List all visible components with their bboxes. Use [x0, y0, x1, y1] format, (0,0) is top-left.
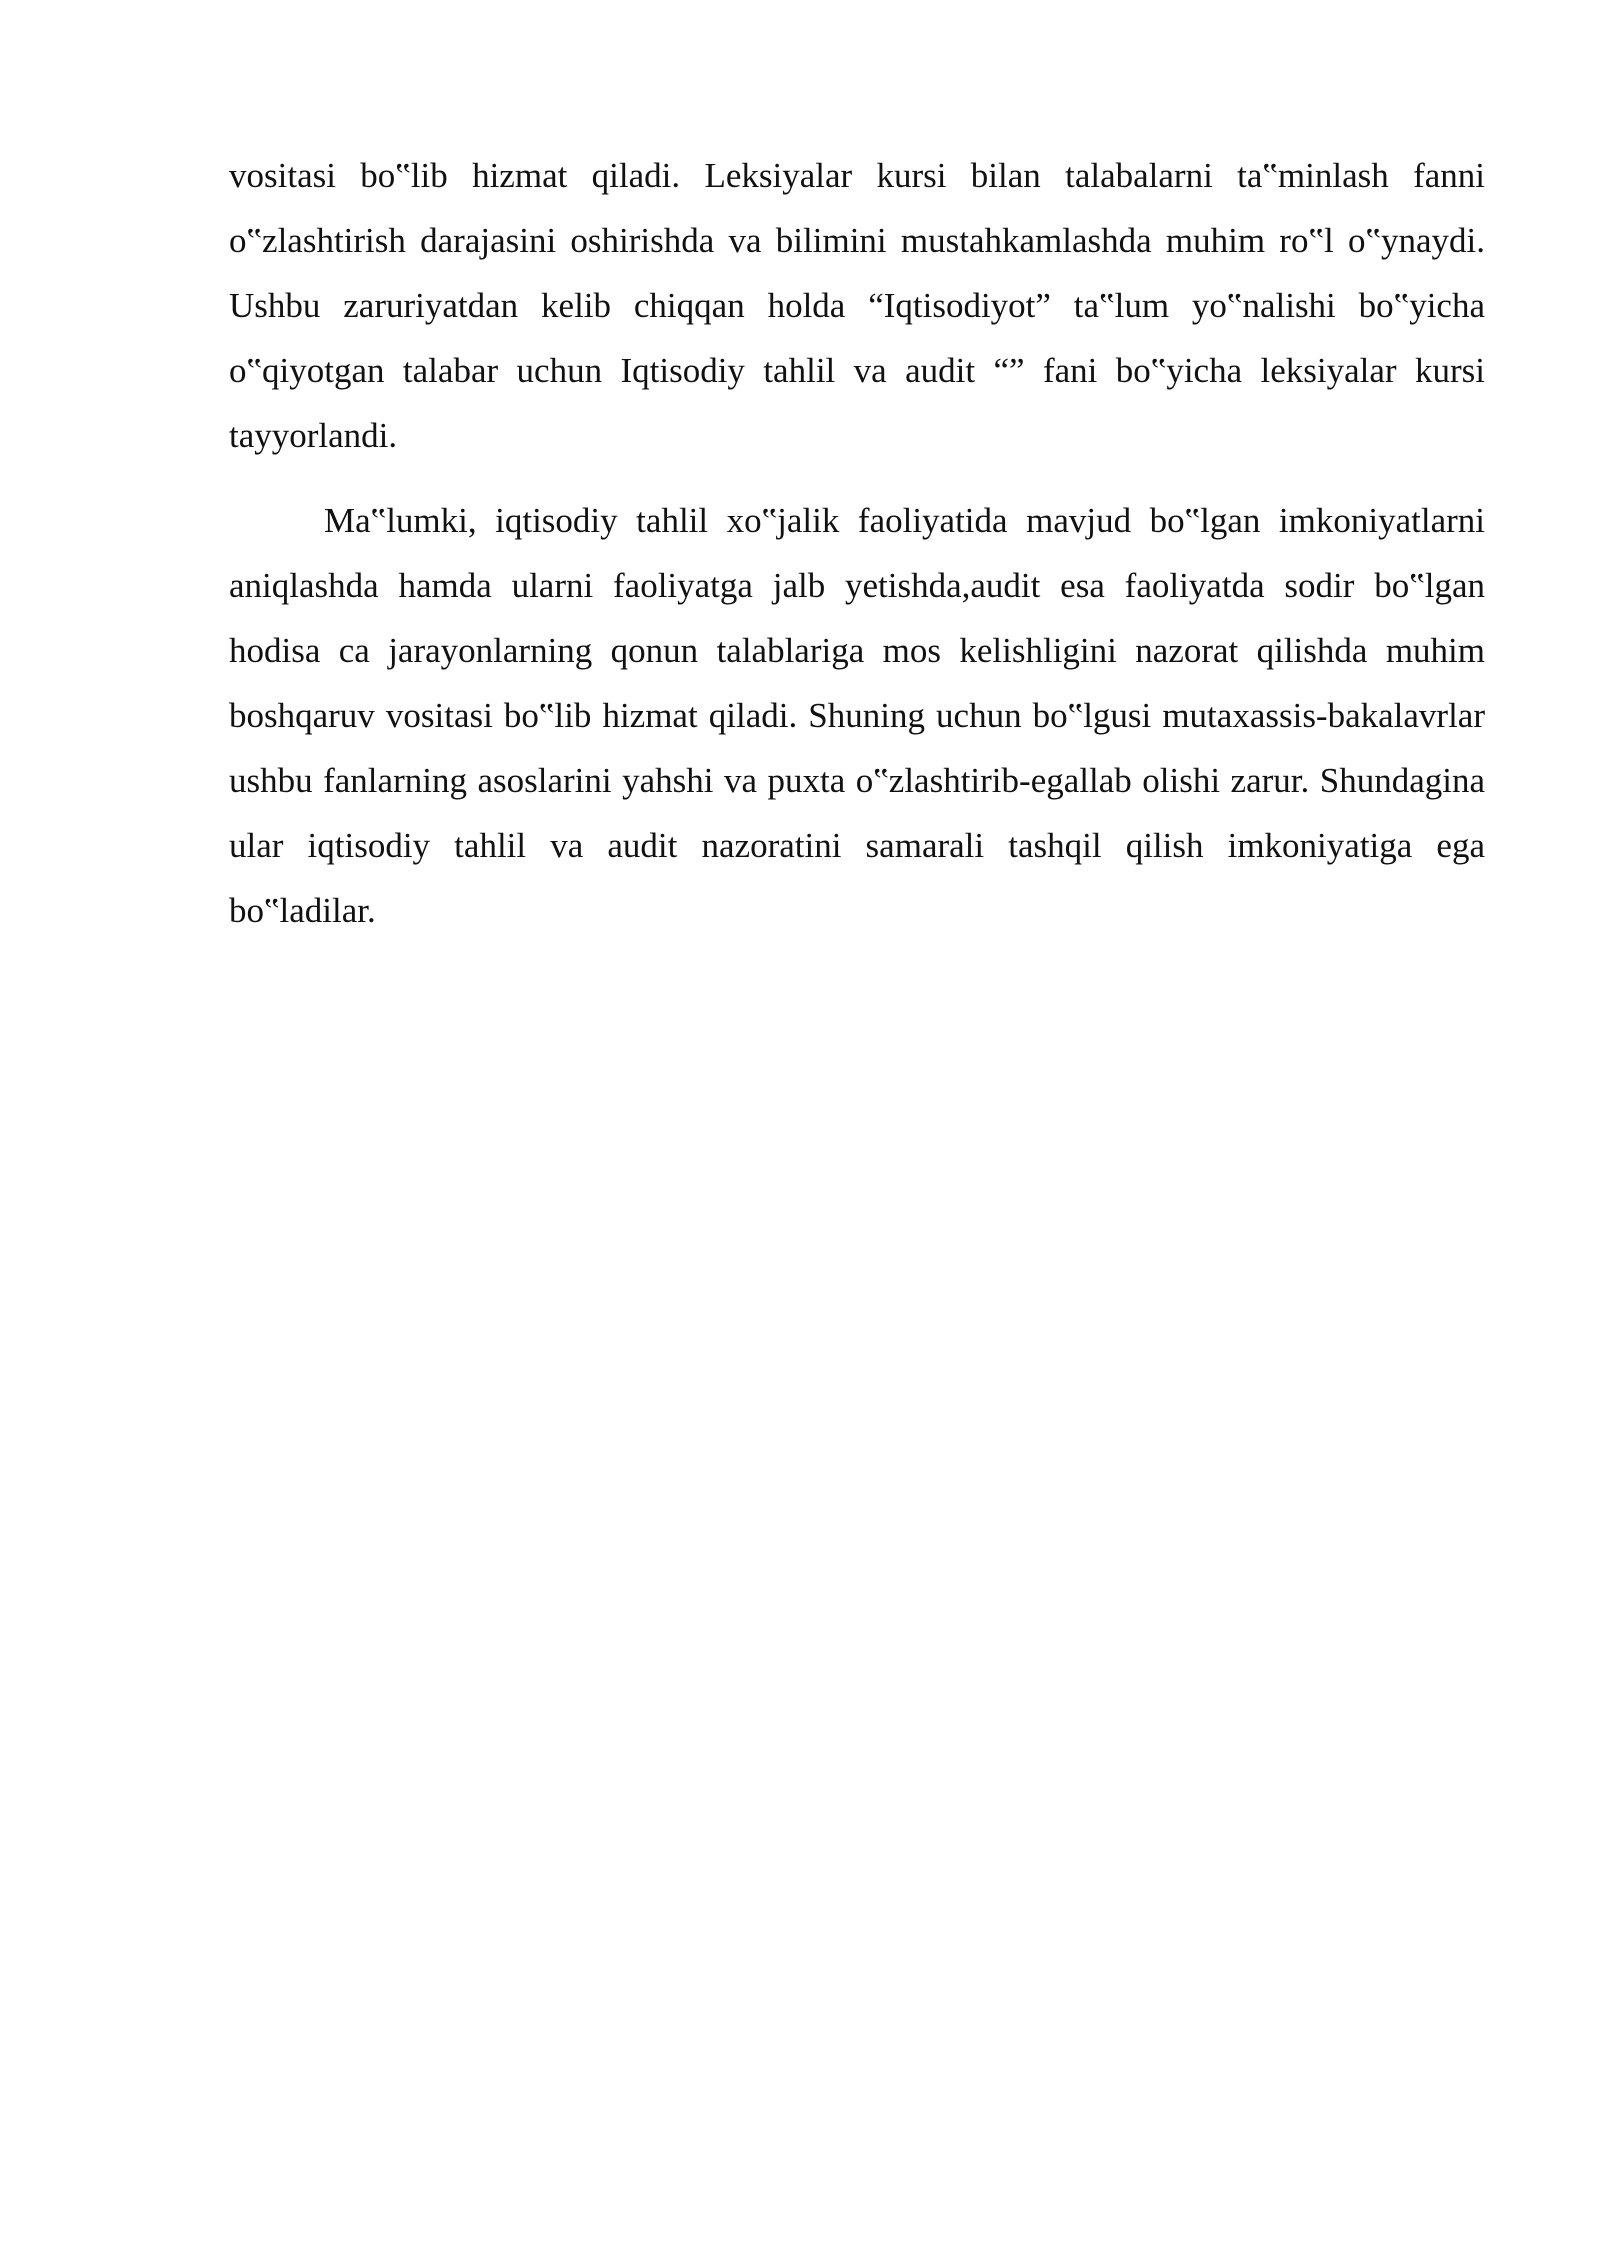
paragraph-malumki: Ma‟lumki, iqtisodiy tahlil xo‟jalik faoliyatida mavjud bo‟lgan imkoniyatlarni aniqlashda hamda ularni faoliyatga jalb yetishda,audit esa faoliyatda sodir bo‟lgan hodisa ca jarayonlarning qonun talablariga mos kelishligini nazorat qilishda muhim boshqaruv vositasi bo‟lib hizmat qiladi. Shuning uchun bo‟lgusi mutaxassis-bakalavrlar ushbu fanlarning asoslarini yahshi va puxta o‟zlashtirib-egallab olishi zarur. Shundagina ular iqtisodiy tahlil va audit nazoratini samarali tashqil qilish imkoniyatiga ega bo‟ladilar.: [229, 501, 1485, 930]
document-body: [229, 143, 1485, 943]
paragraph-continuation: vositasi bo‟lib hizmat qiladi. Leksiyalar kursi bilan talabalarni ta‟minlash fanni o‟zlashtirish darajasini oshirishda va bilimini mustahkamlashda muhim ro‟l o‟ynaydi. Ushbu zaruriyatdan kelib chiqqan holda “Iqtisodiyot” ta‟lum yo‟nalishi bo‟yicha o‟qiyotgan talabar uchun Iqtisodiy tahlil va audit “” fani bo‟yicha leksiyalar kursi tayyorlandi.: [229, 156, 1485, 455]
